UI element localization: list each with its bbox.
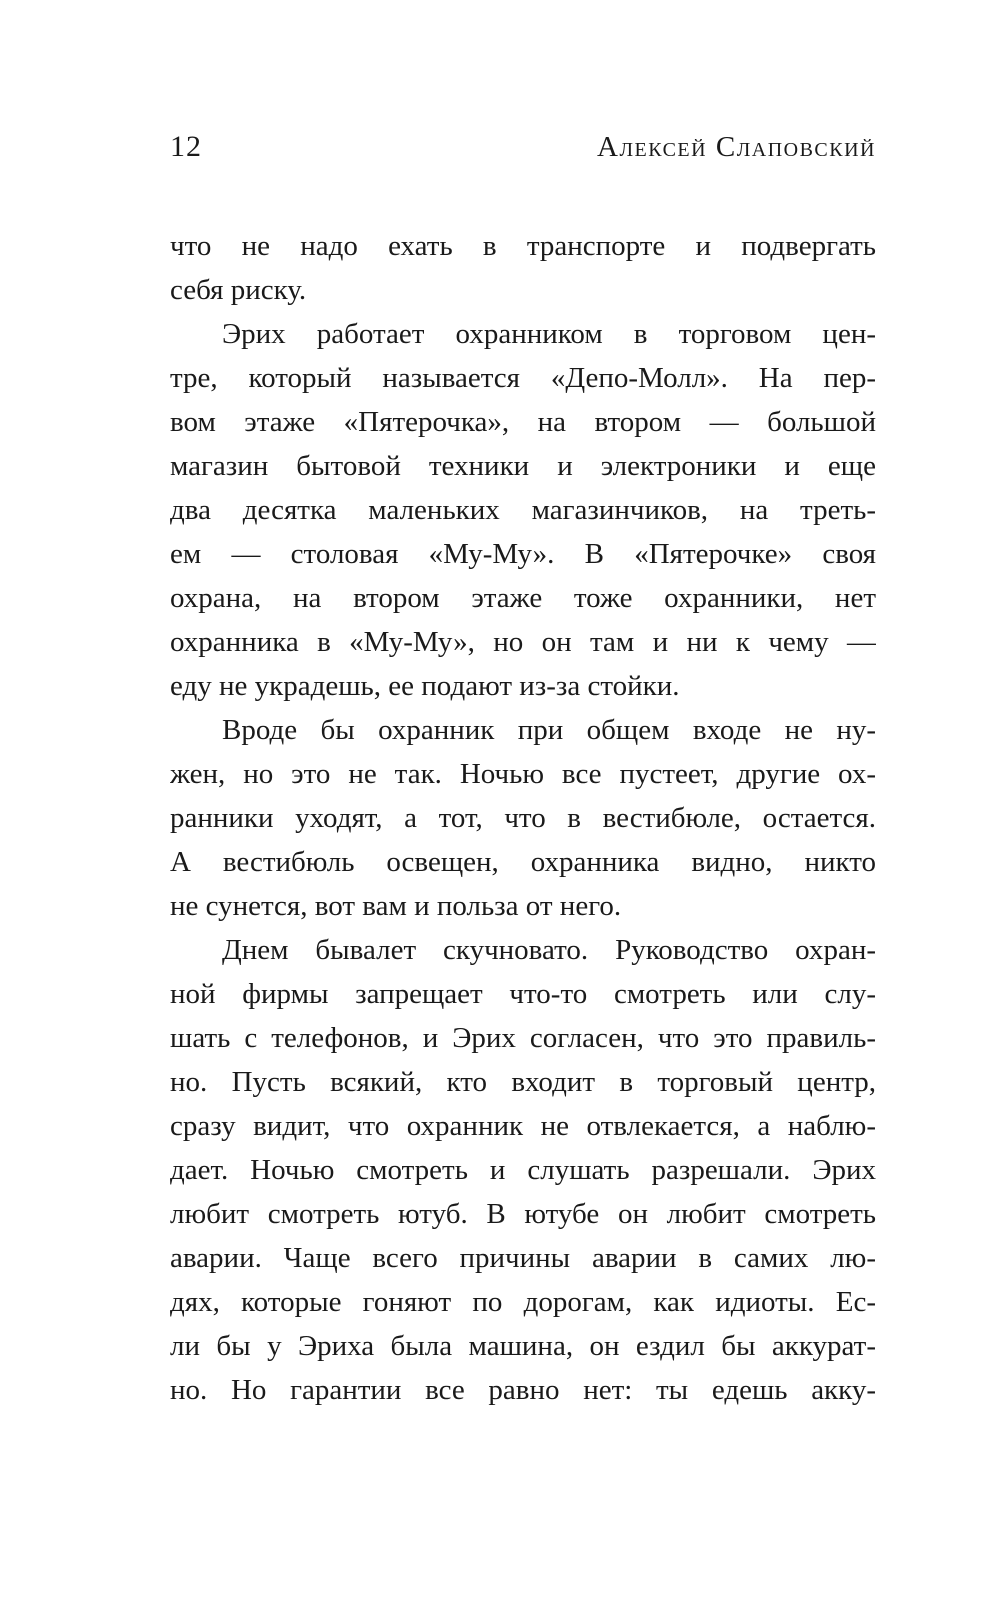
text-line: охрана, на втором этаже тоже охранники, нет bbox=[170, 582, 876, 614]
text-line: дях, которые гоняют по дорогам, как идиоты. Ес- bbox=[170, 1286, 876, 1318]
text-line: ной фирмы запрещает что-то смотреть или слу- bbox=[170, 978, 876, 1010]
text-line: что не надо ехать в транспорте и подвергать bbox=[170, 230, 876, 262]
text-line: но. Пусть всякий, кто входит в торговый центр, bbox=[170, 1066, 876, 1098]
text-line: Вроде бы охранник при общем входе не ну- bbox=[222, 714, 876, 746]
body-text-block bbox=[170, 224, 876, 1412]
text-line: вом этаже «Пятерочка», на втором — большой bbox=[170, 406, 876, 438]
text-line: жен, но это не так. Ночью все пустеет, другие ох- bbox=[170, 758, 876, 790]
text-line: ем — столовая «Му-Му». В «Пятерочке» своя bbox=[170, 538, 876, 570]
text-line: еду не украдешь, ее подают из-за стойки. bbox=[170, 670, 680, 702]
text-line: ли бы у Эриха была машина, он ездил бы аккурат- bbox=[170, 1330, 876, 1362]
text-line: но. Но гарантии все равно нет: ты едешь акку- bbox=[170, 1374, 876, 1406]
text-line: аварии. Чаще всего причины аварии в самих лю- bbox=[170, 1242, 876, 1274]
text-line: Днем бывалет скучновато. Руководство охран- bbox=[222, 934, 876, 966]
text-line: любит смотреть ютуб. В ютубе он любит смотреть bbox=[170, 1198, 876, 1230]
text-line: тре, который называется «Депо-Молл». На пер- bbox=[170, 362, 876, 394]
text-line: магазин бытовой техники и электроники и еще bbox=[170, 450, 876, 482]
text-line: ранники уходят, а тот, что в вестибюле, остается. bbox=[170, 802, 876, 834]
text-line: не сунется, вот вам и польза от него. bbox=[170, 890, 622, 922]
running-head-author: Алексей Слаповский bbox=[597, 131, 876, 163]
text-line: дает. Ночью смотреть и слушать разрешали. Эрих bbox=[170, 1154, 876, 1186]
text-line: Эрих работает охранником в торговом цен- bbox=[222, 318, 876, 350]
text-line: охранника в «Му-Му», но он там и ни к чему — bbox=[170, 626, 876, 658]
page-number: 12 bbox=[170, 130, 202, 163]
text-line: себя риску. bbox=[170, 274, 307, 306]
text-line: два десятка маленьких магазинчиков, на треть- bbox=[170, 494, 876, 526]
text-line: шать с телефонов, и Эрих согласен, что это правиль- bbox=[170, 1022, 876, 1054]
text-line: А вестибюль освещен, охранника видно, никто bbox=[170, 846, 876, 878]
running-header bbox=[170, 130, 876, 164]
text-line: сразу видит, что охранник не отвлекается, а наблю- bbox=[170, 1110, 876, 1142]
